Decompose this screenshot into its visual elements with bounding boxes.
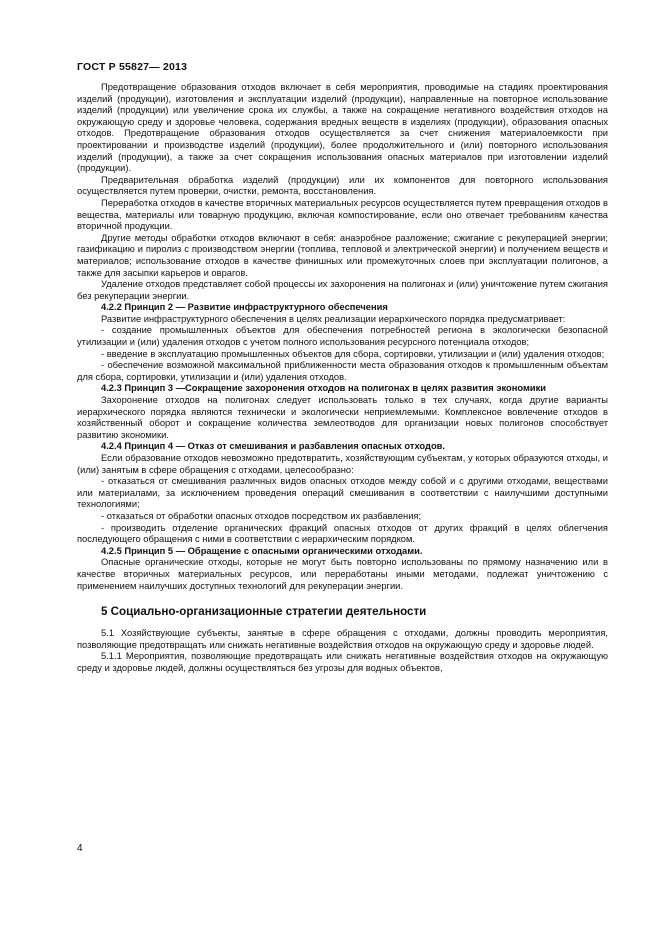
paragraph: 5.1 Хозяйствующие субъекты, занятые в сфере обращения с отходами, должны проводить мероприятия, позволяющие предотвращать или снижать негативные воздействия отходов на окружающую среду и здоровье людей.: [77, 628, 608, 650]
paragraph: Если образование отходов невозможно предотвратить, хозяйствующим субъектам, у которых образуются отходы, и (или) занятым в сфере обращения с отходами, целесообразно:: [77, 453, 608, 475]
section-heading: 5 Социально-организационные стратегии деятельности: [101, 605, 427, 619]
list-item: - создание промышленных объектов для обеспечения потребностей региона в экологически безопасной утилизации и (или) удаления отходов с учетом полного использования ресурсного потенциала отходов;: [77, 325, 608, 348]
subsection-heading: 4.2.3 Принцип 3 —Сокращение захоронения отходов на полигонах в целях развития экономики: [101, 383, 547, 394]
paragraph: Опасные органические отходы, которые не могут быть повторно использованы по прямому назначению или в качестве вторичных материальных ресурсов, или переработаны иными методами, подлежат уничтожению с применением наилучших доступных технологий для рекуперации энергии.: [77, 557, 608, 591]
paragraph: Предварительная обработка изделий (продукции) или их компонентов для повторного использования осуществляется путем проверки, очистки, ремонта, восстановления.: [77, 174, 608, 197]
document-header: ГОСТ Р 55827— 2013: [77, 61, 188, 73]
paragraph: Другие методы обработки отходов включают в себя: анаэробное разложение; сжигание с рекуперацией энергии; газификацию и пиролиз с производством энергии (топлива, тепловой и электрической энергии) и получением веществ и материалов; использование отходов в качестве финишных или промежуточных слоев при эксплуатации полигонов, а также для засыпки карьеров и оврагов.: [77, 232, 608, 278]
paragraph: Предотвращение образования отходов включает в себя мероприятия, проводимые на стадиях проектирования изделий (продукции), изготовления и эксплуатации изделий (продукции), направленные на повторное использование изделий (продукции) или увеличение срока их службы, а также на сокращение негативного воздействия отходов на окружающую среду и здоровье человека, содержания вредных веществ в изделиях (продукции), образования опасных отходов. Предотвращение образования отходов осуществляется за счет снижения материалоемкости при проектировании и производстве изделий (продукции), более продолжительного и (или) повторного использования изделий (продукции), а также за счет сокращения использования опасных материалов при изготовлении изделий (продукции).: [77, 82, 608, 174]
paragraph: Удаление отходов представляет собой процессы их захоронения на полигонах и (или) уничтожение путем сжигания без рекуперации энергии.: [77, 279, 608, 301]
paragraph: Развитие инфраструктурного обеспечения в целях реализации иерархического порядка предусматривает:: [101, 313, 566, 324]
list-item: - отказаться от смешивания различных видов опасных отходов между собой и с другими отходами, веществами или материалами, за исключением проведения операций смешивания в соответствии с наилучшими доступными технологиями;: [77, 476, 608, 510]
subsection-heading: 4.2.4 Принцип 4 — Отказ от смешивания и разбавления опасных отходов.: [101, 441, 445, 452]
paragraph: 5.1.1 Мероприятия, позволяющие предотвращать или снижать негативные воздействия отходов на окружающую среду и здоровье людей, должны осуществляться без угрозы для водных объектов,: [77, 651, 608, 673]
list-item: - обеспечение возможной максимальной приближенности места образования отходов к промышленным объектам для сбора, сортировки, утилизации и (или) удаления отходов.: [77, 360, 608, 382]
list-item: - производить отделение органических фракций опасных отходов от других фракций в целях облегчения последующего обращения с ними в соответствии с иерархическим порядком.: [77, 522, 608, 545]
subsection-heading: 4.2.5 Принцип 5 — Обращение с опасными органическими отходами.: [101, 545, 423, 556]
paragraph: Переработка отходов в качестве вторичных материальных ресурсов осуществляется путем превращения отходов в вещества, материалы или товарную продукцию, включая компостирование, если оно отвечает требованиям качества вторичной продукции.: [77, 197, 608, 232]
subsection-heading: 4.2.2 Принцип 2 — Развитие инфраструктурного обеспечения: [101, 302, 388, 313]
document-body: [77, 82, 608, 675]
page-number: 4: [77, 843, 83, 854]
paragraph: Захоронение отходов на полигонах следует использовать только в тех случаях, когда другие варианты иерархического порядка являются технически и экологически неприемлемыми. Комплексное вовлечение отходов в хозяйственный оборот и сокращение количества землеотводов для организации новых полигонов способствует развитию экономики.: [77, 395, 608, 440]
list-item: - введение в эксплуатацию промышленных объектов для сбора, сортировки, утилизации и (или) удаления отходов;: [101, 348, 605, 359]
list-item: - отказаться от обработки опасных отходов посредством их разбавления;: [101, 510, 422, 521]
